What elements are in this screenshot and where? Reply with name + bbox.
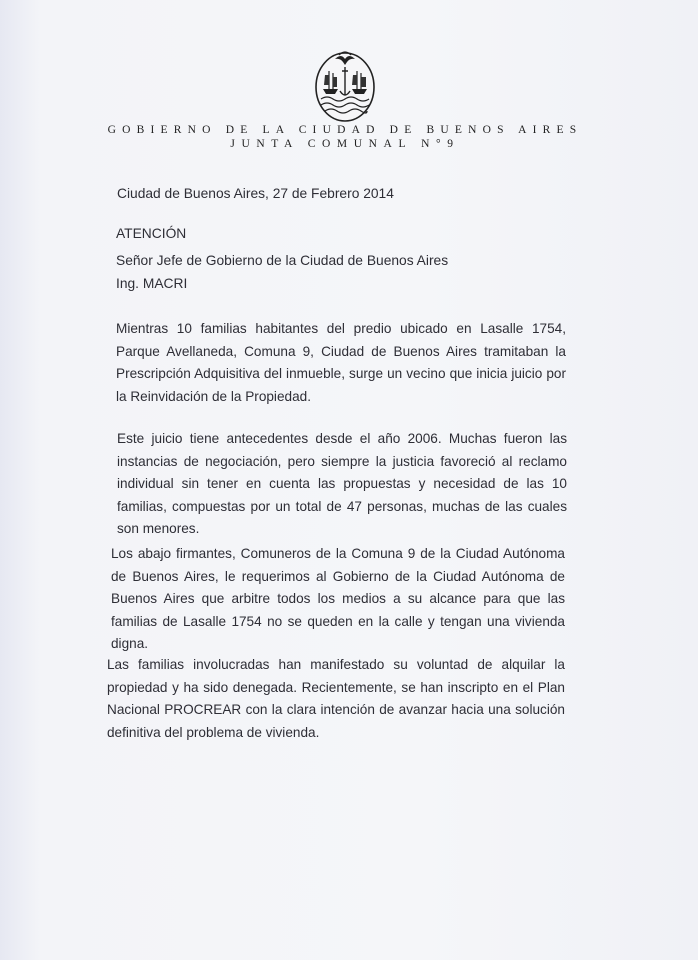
body-paragraph: Los abajo firmantes, Comuneros de la Comuna 9 de la Ciudad Autónoma de Buenos Aires, le requerimos al Gobierno de la Ciudad Autónoma de Buenos Aires que arbitre todos los medios a su alcance para que las familias de Lasalle 1754 no se queden en la calle y tengan una vivienda digna.: [111, 546, 565, 651]
city-coat-of-arms-icon: [313, 45, 377, 123]
header-government-title: GOBIERNO DE LA CIUDAD DE BUENOS AIRES: [107, 124, 583, 136]
body-paragraph: Las familias involucradas han manifestado su voluntad de alquilar la propiedad y ha sido denegada. Recientemente, se han inscripto en el Plan Nacional PROCREAR con la clara intención de avanzar hacia una solución definitiva del problema de vivienda.: [107, 657, 565, 740]
attention-heading: ATENCIÓN: [116, 226, 187, 241]
body-paragraph: Este juicio tiene antecedentes desde el año 2006. Muchas fueron las instancias de negociación, pero siempre la justicia favoreció al reclamo individual sin tener en cuenta las propuestas y necesidad de las 10 familias, compuestas por un total de 47 personas, muchas de las cuales son menores.: [117, 431, 567, 536]
recipient-title: Señor Jefe de Gobierno de la Ciudad de Buenos Aires: [116, 253, 449, 268]
recipient-name: Ing. MACRI: [116, 276, 188, 291]
body-paragraph: Mientras 10 familias habitantes del predio ubicado en Lasalle 1754, Parque Avellaneda, Comuna 9, Ciudad de Buenos Aires tramitaban la Prescripción Adquisitiva del inmueble, surge un vecino que inicia juicio por la Reinvidación de la Propiedad.: [116, 321, 566, 404]
letter-date: Ciudad de Buenos Aires, 27 de Febrero 2014: [117, 186, 394, 201]
header-junta-comunal: JUNTA COMUNAL N°9: [230, 138, 460, 150]
